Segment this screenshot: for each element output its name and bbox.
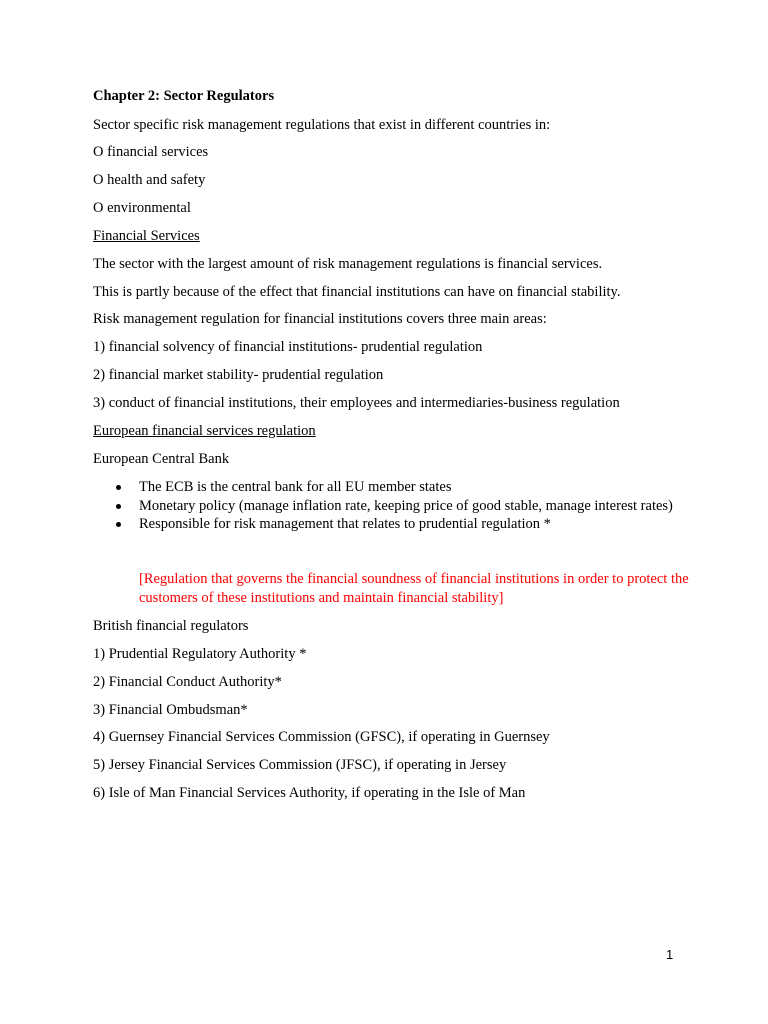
financial-services-heading: Financial Services — [93, 228, 200, 244]
bullet-dot-icon — [116, 485, 121, 490]
bullet-dot-icon — [116, 522, 121, 527]
british-regulator-item: 3) Financial Ombudsman* — [93, 702, 248, 718]
chapter-title: Chapter 2: Sector Regulators — [93, 88, 275, 104]
risk-area-item: 3) conduct of financial institutions, their employees and intermediaries-business regulation — [93, 395, 620, 411]
bullet-text: Responsible for risk management that relates to prudential regulation * — [139, 516, 551, 532]
intro-text: Sector specific risk management regulations that exist in different countries in: — [93, 117, 551, 133]
european-regulation-heading: European financial services regulation — [93, 423, 316, 439]
paragraph: Risk management regulation for financial institutions covers three main areas: — [93, 311, 547, 327]
sector-list-item: O financial services — [93, 144, 209, 160]
bullet-item — [114, 515, 684, 534]
british-regulator-item: 4) Guernsey Financial Services Commission (GFSC), if operating in Guernsey — [93, 729, 550, 745]
risk-area-item: 1) financial solvency of financial institutions- prudential regulation — [93, 339, 483, 355]
prudential-regulation-note: [Regulation that governs the financial soundness of financial institutions in order to protect the customers of these institutions and maintain financial stability] — [139, 571, 689, 606]
british-regulator-item: 5) Jersey Financial Services Commission (JFSC), if operating in Jersey — [93, 757, 507, 773]
page-number: 1 — [666, 947, 674, 962]
british-regulator-item: 1) Prudential Regulatory Authority * — [93, 646, 307, 662]
sector-list-item: O health and safety — [93, 172, 206, 188]
risk-area-item: 2) financial market stability- prudential regulation — [93, 367, 384, 383]
ecb-subheading: European Central Bank — [93, 451, 230, 467]
british-regulator-item: 2) Financial Conduct Authority* — [93, 674, 282, 690]
paragraph: This is partly because of the effect that financial institutions can have on financial stability. — [93, 284, 621, 300]
bullet-text: Monetary policy (manage inflation rate, keeping price of good stable, manage interest rates) — [139, 497, 673, 514]
bullet-dot-icon — [116, 504, 121, 509]
bullet-text: The ECB is the central bank for all EU member states — [139, 479, 452, 495]
paragraph: The sector with the largest amount of risk management regulations is financial services. — [93, 256, 603, 272]
british-regulator-item: 6) Isle of Man Financial Services Authority, if operating in the Isle of Man — [93, 785, 526, 801]
ecb-bullet-list — [114, 478, 684, 534]
sector-list-item: O environmental — [93, 200, 191, 216]
bullet-item — [114, 497, 684, 516]
bullet-item — [114, 478, 684, 497]
british-regulators-heading: British financial regulators — [93, 618, 249, 634]
